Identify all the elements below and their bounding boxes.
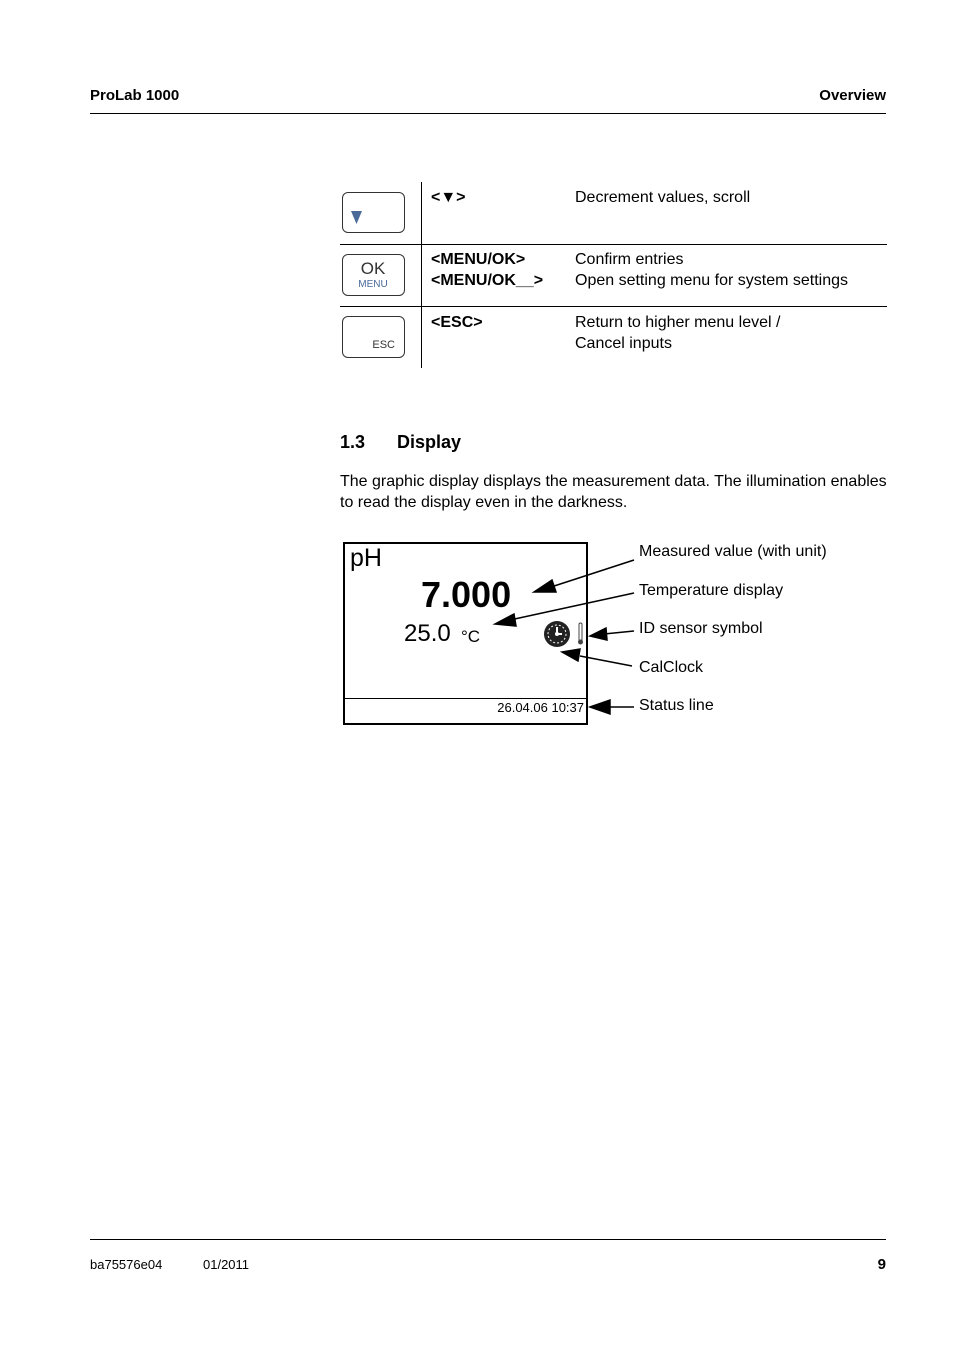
callout-status-line: Status line [639, 697, 714, 714]
menu-label: MENU [358, 279, 388, 290]
display-parameter: pH [350, 544, 382, 572]
esc-label: ESC [372, 339, 395, 351]
key-table [340, 182, 887, 368]
header-section: Overview [819, 87, 886, 104]
page-number: 9 [877, 1256, 886, 1273]
footer-rule [90, 1239, 886, 1240]
ok-menu-key-button [342, 254, 405, 296]
display-status-line: 26.04.06 10:37 [497, 700, 584, 715]
key-name-esc: <ESC> [431, 314, 483, 331]
display-value: 7.000 [421, 574, 512, 615]
table-row-divider [340, 244, 887, 245]
section-number: 1.3 [340, 432, 366, 452]
callout-arrows [480, 540, 640, 730]
header-rule [90, 113, 886, 114]
key-name-down: <▼> [431, 189, 466, 206]
table-row-divider [340, 306, 887, 307]
callout-calclock: CalClock [639, 659, 704, 676]
down-key-button [342, 192, 405, 233]
key-desc-confirm: Confirm entries [575, 251, 684, 268]
callout-temperature-display: Temperature display [639, 582, 784, 599]
section-title: Display [397, 432, 462, 452]
display-temp-unit: °C [461, 627, 481, 646]
key-desc-cancel: Cancel inputs [575, 335, 672, 352]
callout-measured-value: Measured value (with unit) [639, 543, 827, 560]
key-desc-return: Return to higher menu level / [575, 314, 781, 331]
esc-key-button [342, 316, 405, 358]
footer-doc-id: ba75576e04 [90, 1257, 163, 1272]
footer-date: 01/2011 [203, 1257, 250, 1272]
display-temperature: 25.0 [404, 620, 451, 647]
table-divider [421, 182, 422, 368]
section-paragraph: The graphic display displays the measurement data. The illumination enables to read the display even in the darkness. [340, 473, 887, 511]
ok-label: OK [360, 259, 386, 278]
key-desc-down: Decrement values, scroll [575, 189, 751, 206]
header-title: ProLab 1000 [90, 87, 180, 104]
callout-id-sensor-symbol: ID sensor symbol [639, 620, 763, 637]
key-name-menu-ok: <MENU/OK> [431, 251, 526, 268]
key-name-menu-ok-long: <MENU/OK__> [431, 272, 544, 289]
key-desc-setting-menu: Open setting menu for system settings [575, 272, 849, 289]
triangle-down-icon [351, 211, 363, 225]
